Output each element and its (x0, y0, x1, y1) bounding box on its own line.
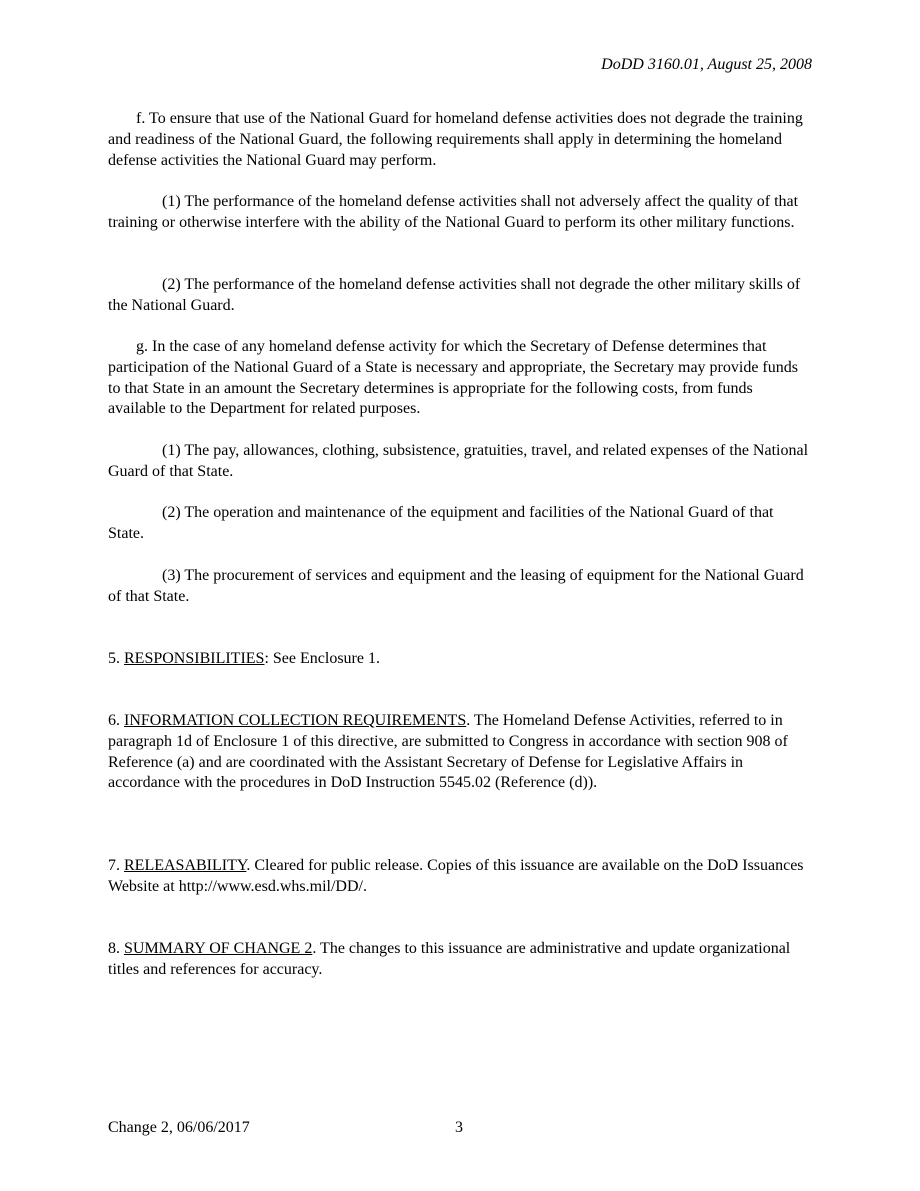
page-number: 3 (455, 1119, 463, 1136)
section-5-number: 5. (108, 650, 124, 667)
paragraph-f-2: (2) The performance of the homeland defense activities shall not degrade the other military skills of the National Guard. (108, 276, 801, 314)
section-6 (108, 711, 812, 794)
paragraph-g-3: (3) The procurement of services and equipment and the leasing of equipment for the National Guard of that State. (108, 567, 804, 605)
section-8-number: 8. (108, 940, 124, 957)
document-header: DoDD 3160.01, August 25, 2008 (601, 56, 812, 73)
paragraph-f-1: (1) The performance of the homeland defense activities shall not adversely affect the quality of that training or otherwise interfere with the ability of the National Guard to perform its other military functions. (108, 193, 799, 231)
section-5-text: : See Enclosure 1. (264, 650, 380, 667)
section-7-number: 7. (108, 857, 124, 874)
footer-change-note: Change 2, 06/06/2017 (108, 1119, 250, 1136)
section-6-heading: INFORMATION COLLECTION REQUIREMENTS (124, 712, 467, 729)
section-8-text: . The changes to this issuance are administrative and update organizational titles and references for accuracy. (108, 940, 791, 978)
section-8 (108, 939, 812, 981)
paragraph-f: f. To ensure that use of the National Guard for homeland defense activities does not degrade the training and readiness of the National Guard, the following requirements shall apply in determining the homeland defense activities the National Guard may perform. (108, 110, 803, 169)
paragraph-g: g. In the case of any homeland defense activity for which the Secretary of Defense determines that participation of the National Guard of a State is necessary and appropriate, the Secretary may provide funds to that State in an amount the Secretary determines is appropriate for the following costs, from funds available to the Department for related purposes. (108, 338, 798, 418)
section-6-number: 6. (108, 712, 124, 729)
section-7-heading: RELEASABILITY (124, 857, 247, 874)
paragraph-g-2: (2) The operation and maintenance of the equipment and facilities of the National Guard of that State. (108, 504, 774, 542)
section-5-heading: RESPONSIBILITIES (124, 650, 265, 667)
section-7 (108, 856, 812, 898)
section-6-text: . The Homeland Defense Activities, referred to in paragraph 1d of Enclosure 1 of this directive, are submitted to Congress in accordance with section 908 of Reference (a) and are coordinated with the Assistant Secretary of Defense for Legislative Affairs in accordance with the procedures in DoD Instruction 5545.02 (Reference (d)). (108, 712, 788, 792)
section-8-heading: SUMMARY OF CHANGE 2 (124, 940, 313, 957)
section-5 (108, 649, 812, 670)
paragraph-g-1: (1) The pay, allowances, clothing, subsistence, gratuities, travel, and related expenses of the National Guard of that State. (108, 442, 809, 480)
section-7-text: . Cleared for public release. Copies of this issuance are available on the DoD Issuances Website at http://www.esd.whs.mil/DD/. (108, 857, 804, 895)
